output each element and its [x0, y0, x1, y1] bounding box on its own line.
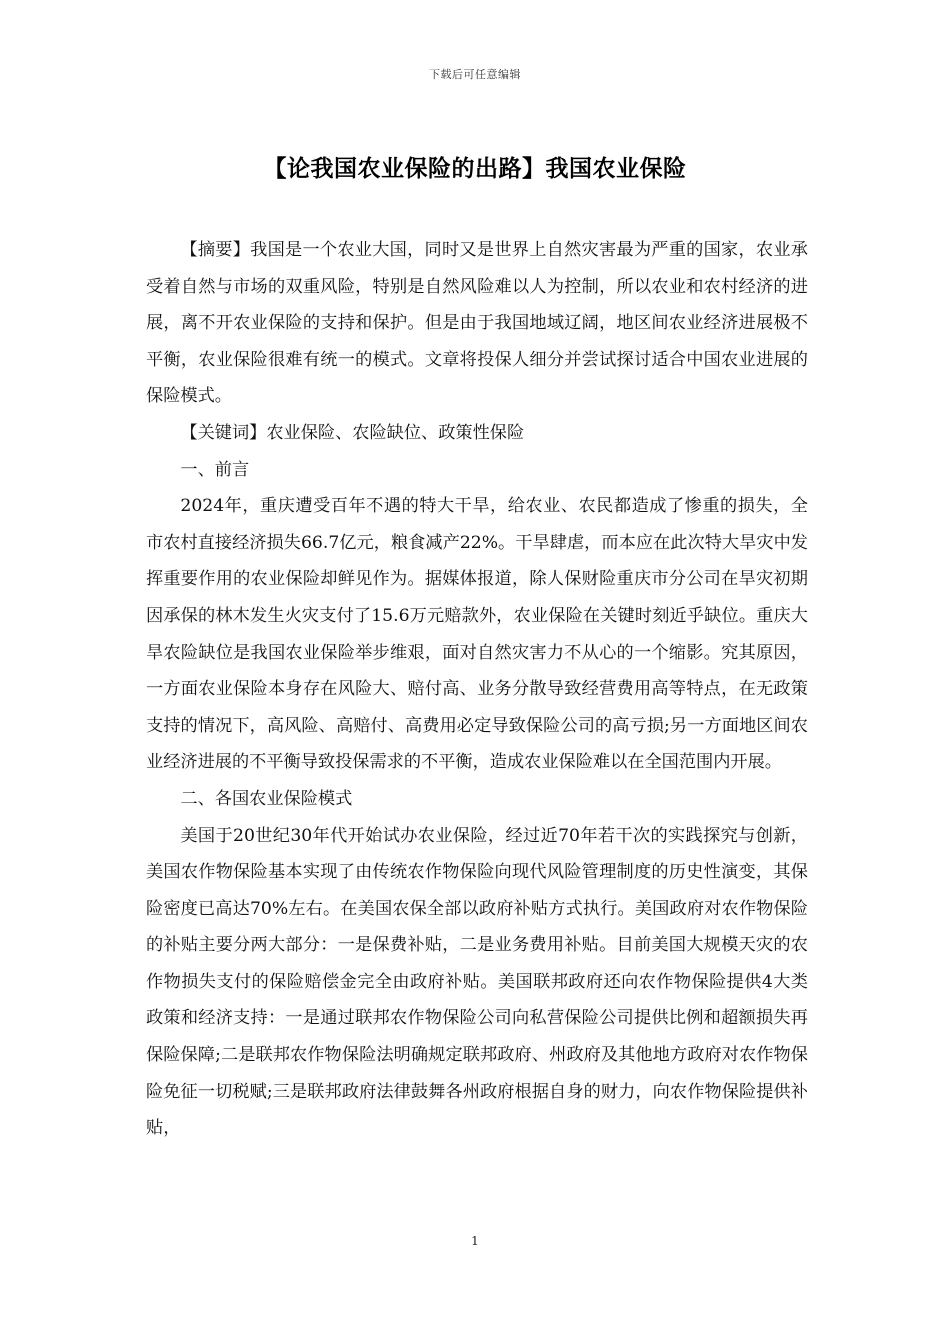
- preface-paragraph: 2024年，重庆遭受百年不遇的特大干旱，给农业、农民都造成了惨重的损失，全市农村直接经济损失66.7亿元，粮食减产22%。干旱肆虐，而本应在此次特大旱灾中发挥重要作用的农业保险却鲜见作为。据媒体报道，除人保财险重庆市分公司在旱灾初期因承保的林木发生火灾支付了15.6万元赔款外，农业保险在关键时刻近乎缺位。重庆大旱农险缺位是我国农业保险举步维艰，面对自然灾害力不从心的一个缩影。究其原因，一方面农业保险本身存在风险大、赔付高、业务分散导致经营费用高等特点，在无政策支持的情况下，高风险、高赔付、高费用必定导致保险公司的高亏损;另一方面地区间农业经济进展的不平衡导致投保需求的不平衡，造成农业保险难以在全国范围内开展。: [146, 496, 808, 773]
- page-number: 1: [471, 1234, 479, 1248]
- section-heading-country-models: 二、各国农业保险模式: [180, 788, 353, 809]
- header-note: 下载后可任意编辑: [429, 68, 521, 81]
- usa-model-paragraph: 美国于20世纪30年代开始试办农业保险，经过近70年若干次的实践探究与创新，美国农作物保险基本实现了由传统农作物保险向现代风险管理制度的历史性演变，其保险密度已高达70%左右。在美国农保全部以政府补贴方式执行。美国政府对农作物保险的补贴主要分两大部分：一是保费补贴，二是业务费用补贴。目前美国大规模天灾的农作物损失支付的保险赔偿金完全由政府补贴。美国联邦政府还向农作物保险提供4大类政策和经济支持：一是通过联邦农作物保险公司向私营保险公司提供比例和超额损失再保险保障;二是联邦农作物保险法明确规定联邦政府、州政府及其他地方政府对农作物保险免征一切税赋;三是联邦政府法律鼓舞各州政府根据自身的财力，向农作物保险提供补贴，: [146, 825, 808, 1139]
- document-body: [146, 232, 808, 1147]
- section-heading-preface: 一、前言: [180, 459, 250, 480]
- keywords-paragraph: 【关键词】农业保险、农险缺位、政策性保险: [180, 422, 525, 443]
- abstract-paragraph: 【摘要】我国是一个农业大国，同时又是世界上自然灾害最为严重的国家，农业承受着自然与市场的双重风险，特别是自然风险难以人为控制，所以农业和农村经济的进展，离不开农业保险的支持和保护。但是由于我国地域辽阔，地区间农业经济进展极不平衡，农业保险很难有统一的模式。文章将投保人细分并尝试探讨适合中国农业进展的保险模式。: [146, 240, 808, 407]
- document-title: 【论我国农业保险的出路】我国农业保险: [263, 156, 687, 182]
